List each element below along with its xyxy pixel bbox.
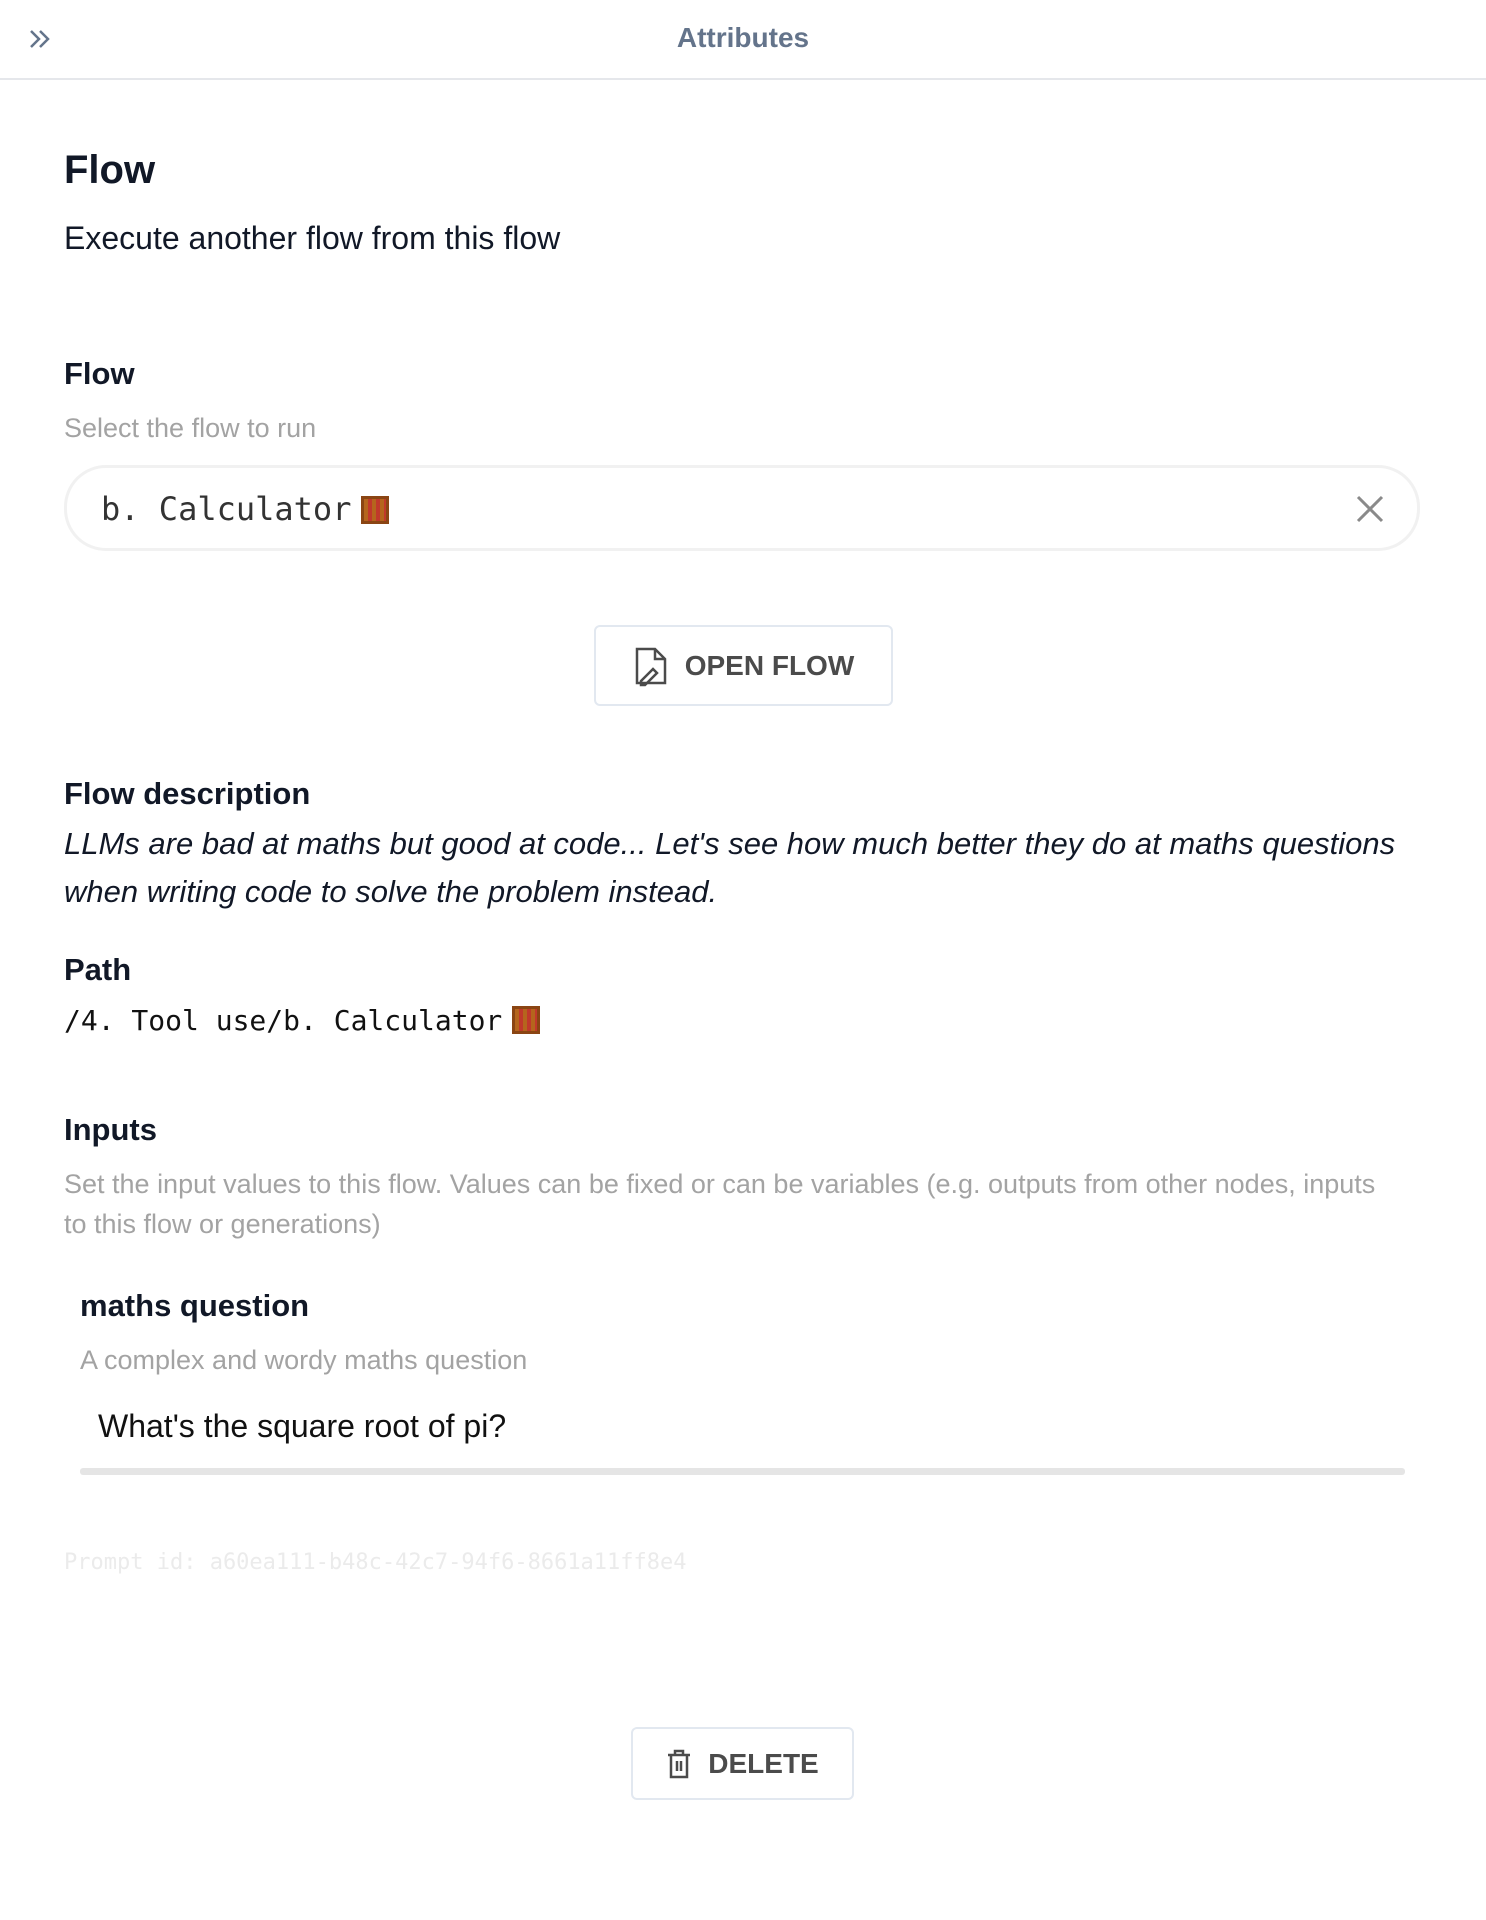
open-flow-label: OPEN FLOW: [684, 649, 855, 681]
input-hint: A complex and wordy maths question: [80, 1345, 528, 1375]
file-edit-icon: [633, 645, 669, 687]
input-name: maths question: [80, 1288, 310, 1323]
flow-description-text: LLMs are bad at maths but good at code... Let's see how much better they do at maths questions when writing code to solve the problem instead.: [64, 826, 1396, 909]
flow-select-value: b. Calculator: [101, 490, 389, 528]
node-title: Flow: [64, 148, 156, 192]
flow-hint: Select the flow to run: [64, 413, 317, 443]
maths-question-input[interactable]: What's the square root of pi?: [98, 1408, 507, 1444]
abacus-icon: [512, 1006, 540, 1034]
abacus-icon: [361, 496, 389, 524]
flow-label: Flow: [64, 356, 135, 391]
open-flow-button[interactable]: [594, 625, 893, 706]
inputs-label: Inputs: [64, 1112, 157, 1147]
inputs-hint: Set the input values to this flow. Values can be fixed or can be variables (e.g. outputs from other nodes, inputs to this flow or generations): [64, 1169, 1376, 1239]
close-icon[interactable]: [1353, 492, 1387, 526]
delete-button[interactable]: [631, 1727, 854, 1800]
node-subtitle: Execute another flow from this flow: [64, 220, 561, 256]
path-label: Path: [64, 952, 132, 987]
path-value: /4. Tool use/b. Calculator: [64, 1004, 540, 1037]
panel-header: [0, 0, 1486, 80]
trash-icon: [666, 1748, 692, 1780]
flow-description-label: Flow description: [64, 776, 311, 811]
prompt-id: Prompt id: a60ea111-b48c-42c7-94f6-8661a11ff8e4: [64, 1550, 687, 1575]
flow-select[interactable]: [64, 465, 1420, 551]
input-underline: [80, 1468, 1405, 1475]
panel-title: Attributes: [676, 22, 810, 53]
delete-label: DELETE: [708, 1747, 819, 1779]
